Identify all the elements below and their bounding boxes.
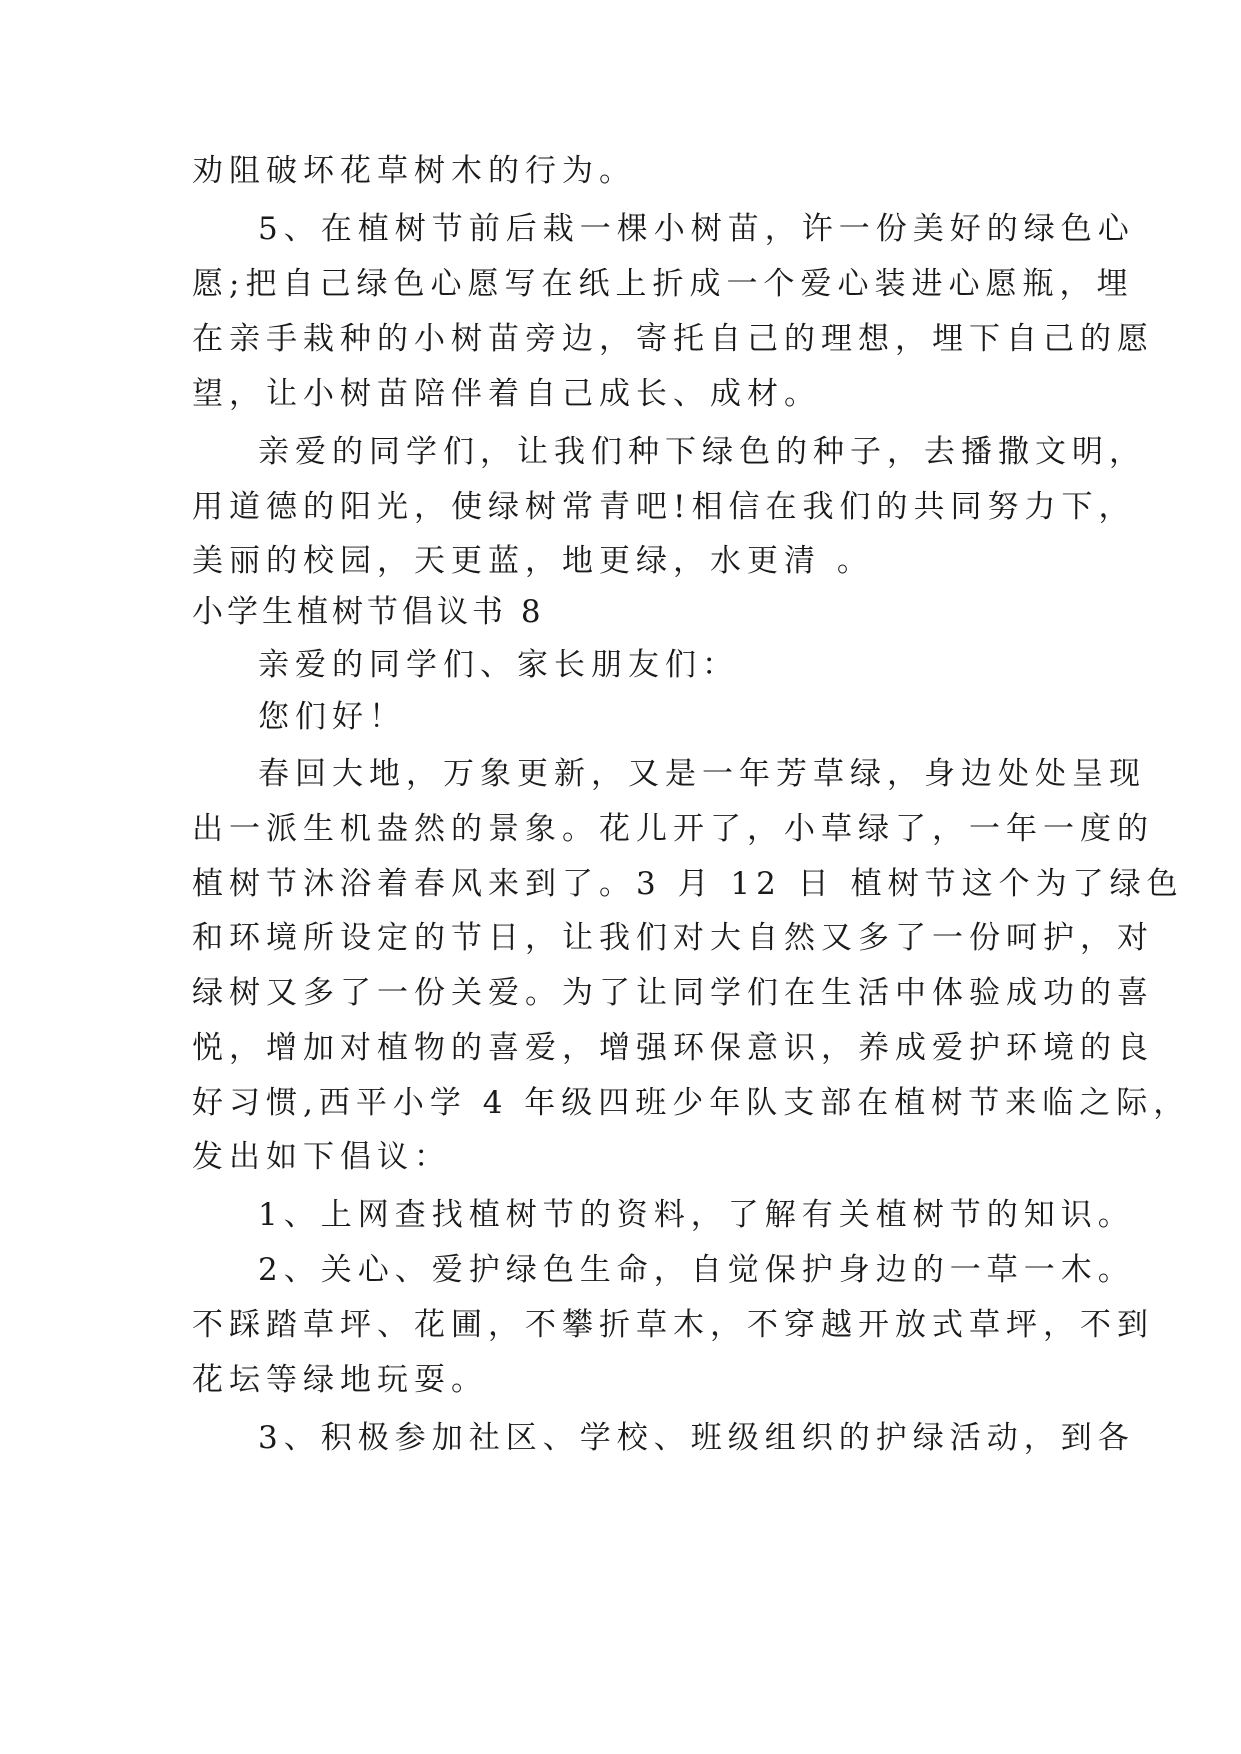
- paragraph-line: 愿;把自己绿色心愿写在纸上折成一个爱心装进心愿瓶，埋: [192, 266, 1134, 302]
- paragraph-line: 发出如下倡议：: [192, 1139, 451, 1175]
- list-item-line: 3、积极参加社区、学校、班级组织的护绿活动，到各: [258, 1420, 1135, 1456]
- salutation-line: 亲爱的同学们、家长朋友们：: [258, 647, 739, 683]
- paragraph-line: 望，让小树苗陪伴着自己成长、成材。: [192, 376, 821, 412]
- greeting-line: 您们好！: [258, 699, 406, 735]
- paragraph-line: 亲爱的同学们，让我们种下绿色的种子，去播撒文明，: [258, 434, 1146, 470]
- paragraph-line: 不踩踏草坪、花圃，不攀折草木，不穿越开放式草坪，不到: [192, 1307, 1154, 1343]
- paragraph-line: 春回大地，万象更新，又是一年芳草绿，身边处处呈现: [258, 756, 1146, 792]
- list-item-line: 1、上网查找植树节的资料，了解有关植树节的知识。: [258, 1197, 1135, 1233]
- paragraph-line: 花坛等绿地玩耍。: [192, 1362, 488, 1398]
- paragraph-line: 出一派生机盎然的景象。花儿开了，小草绿了，一年一度的: [192, 811, 1154, 847]
- section-heading: 小学生植树节倡议书 8: [192, 594, 545, 630]
- paragraph-line: 用道德的阳光，使绿树常青吧!相信在我们的共同努力下，: [192, 489, 1136, 525]
- paragraph-line: 在亲手栽种的小树苗旁边，寄托自己的理想，埋下自己的愿: [192, 321, 1154, 357]
- paragraph-line: 植树节沐浴着春风来到了。3 月 12 日 植树节这个为了绿色: [192, 866, 1184, 902]
- paragraph-line: 5、在植树节前后栽一棵小树苗，许一份美好的绿色心: [258, 211, 1135, 247]
- paragraph-line: 绿树又多了一份关爱。为了让同学们在生活中体验成功的喜: [192, 975, 1154, 1011]
- paragraph-line: 好习惯,西平小学 4 年级四班少年队支部在植树节来临之际，: [192, 1085, 1191, 1121]
- paragraph-line: 悦，增加对植物的喜爱，增强环保意识，养成爱护环境的良: [192, 1030, 1154, 1066]
- paragraph-line: 美丽的校园，天更蓝，地更绿，水更清 。: [192, 543, 874, 579]
- paragraph-line: 和环境所设定的节日，让我们对大自然又多了一份呵护，对: [192, 920, 1154, 956]
- paragraph-line: 劝阻破坏花草树木的行为。: [192, 153, 636, 189]
- list-item-line: 2、关心、爱护绿色生命，自觉保护身边的一草一木。: [258, 1252, 1135, 1288]
